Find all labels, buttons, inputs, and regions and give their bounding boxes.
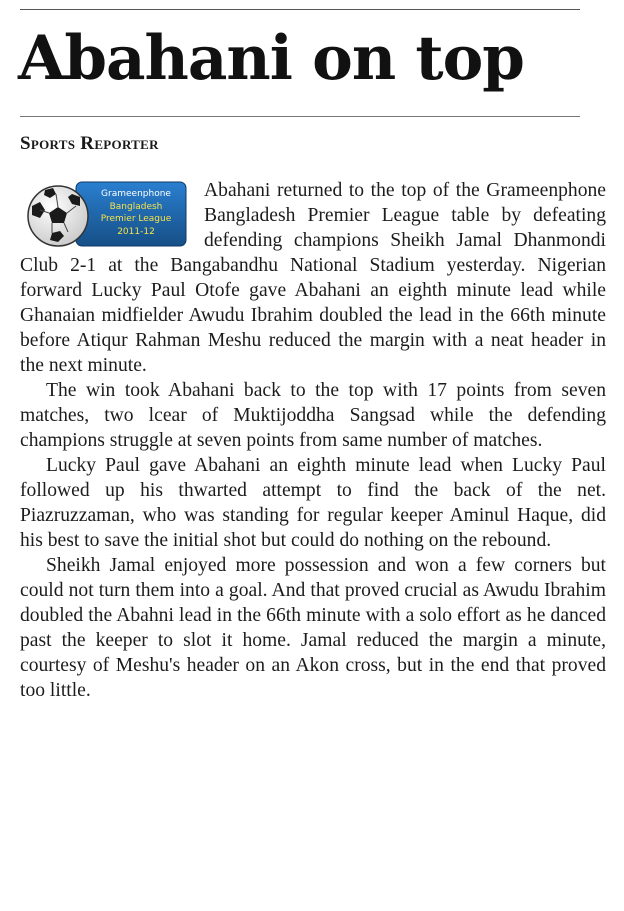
article-paragraph-2: The win took Abahani back to the top with 17 points from seven matches, two lcear of Muktijoddha Sangsad while the defending champions struggle at seven points from same number of matches. — [20, 380, 606, 451]
league-logo — [20, 180, 196, 248]
league-logo-text — [92, 188, 180, 238]
headline-rule — [20, 116, 580, 117]
football-icon — [28, 186, 88, 246]
top-rule — [20, 9, 580, 10]
article-paragraph-1 — [20, 178, 606, 378]
paragraph-1-text: Abahani returned to the top of the Grameenphone Bangladesh Premier League table by defeating defending champions Sheikh Jamal Dhanmondi Club 2-1 at the Bangabandhu National Stadium yesterday. Nigerian forward Lucky Paul Otofe gave Abahani an eighth minute lead while Ghanaian midfielder Awudu Ibrahim doubled the lead in the 66th minute before Atiqur Rahman Meshu reduced the margin with a neat header in the next minute. — [20, 180, 606, 376]
logo-line-4: 2011-12 — [117, 226, 155, 237]
article-paragraph-3: Lucky Paul gave Abahani an eighth minute lead when Lucky Paul followed up his thwarted attempt to find the back of the net. Piazruzzaman, who was standing for regular keeper Aminul Haque, did his best to save the initial shot but could do nothing on the rebound. — [20, 455, 606, 551]
logo-line-2: Bangladesh — [109, 201, 163, 212]
article-paragraph-4: Sheikh Jamal enjoyed more possession and won a few corners but could not turn them into a goal. And that proved crucial as Awudu Ibrahim doubled the Abahni lead in the 66th minute with a solo effort as he danced past the keeper to slot it home. Jamal reduced the margin a minute, courtesy of Meshu's header on an Akon cross, but in the end that proved too little. — [20, 555, 606, 701]
article-body — [20, 178, 606, 703]
logo-line-3: Premier League — [100, 214, 172, 224]
logo-line-1: Grameenphone — [101, 189, 171, 199]
byline: Sports Reporter — [20, 133, 159, 154]
headline: Abahani on top — [18, 23, 524, 94]
